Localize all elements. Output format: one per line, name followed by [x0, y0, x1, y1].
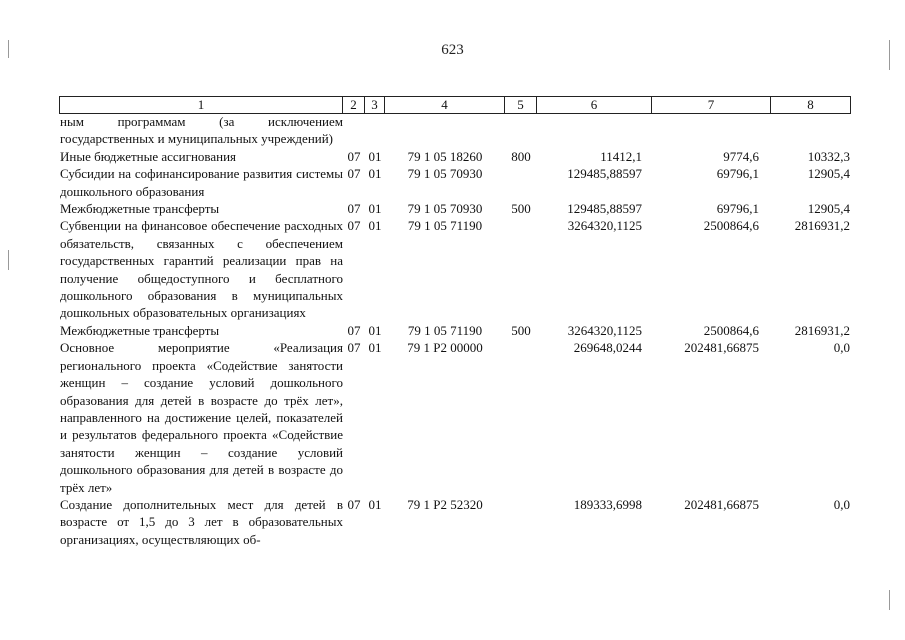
header-col-7: 7 [652, 97, 771, 113]
header-col-3: 3 [365, 97, 385, 113]
row-value-8: 12905,4 [807, 201, 850, 217]
row-target-code: 79 1 05 71190 [407, 322, 483, 338]
row-value-7: 202481,66875 [684, 496, 759, 512]
row-value-6: 129485,88597 [567, 166, 642, 182]
row-subsection: 01 [368, 166, 382, 182]
table-row [60, 496, 850, 548]
row-expense-type: 800 [511, 148, 531, 164]
row-value-6: 3264320,1125 [567, 218, 642, 234]
row-value-7: 2500864,6 [703, 218, 759, 234]
table-row [60, 217, 850, 321]
table-row [60, 200, 850, 217]
row-section: 07 [347, 322, 361, 338]
row-value-6: 11412,1 [600, 148, 642, 164]
row-section: 07 [347, 496, 361, 512]
row-expense-type: 500 [511, 201, 531, 217]
row-value-7: 202481,66875 [684, 340, 759, 356]
row-value-7: 2500864,6 [703, 322, 759, 338]
row-value-7: 69796,1 [716, 201, 759, 217]
row-value-8: 2816931,2 [794, 218, 850, 234]
scan-edge-mark [889, 590, 890, 610]
row-section: 07 [347, 148, 361, 164]
row-name: Субсидии на софинансирование развития системы дошкольного образования [60, 166, 343, 199]
row-target-code: 79 1 05 70930 [407, 201, 483, 217]
row-target-code: 79 1 05 71190 [407, 218, 483, 234]
header-col-8: 8 [807, 97, 814, 112]
row-value-8: 10332,3 [807, 148, 850, 164]
page-number: 623 [441, 42, 464, 58]
header-col-4: 4 [385, 97, 505, 113]
row-section: 07 [347, 201, 361, 217]
scan-edge-mark [8, 40, 9, 58]
header-col-1: 1 [60, 97, 343, 113]
row-name: Иные бюджетные ассигнования [60, 148, 237, 164]
row-target-code: 79 1 P2 00000 [407, 340, 483, 356]
row-value-7: 69796,1 [716, 166, 759, 182]
row-section: 07 [347, 218, 361, 234]
row-value-8: 0,0 [833, 496, 850, 512]
row-name: Межбюджетные трансферты [60, 322, 220, 338]
row-name: ным программам (за исключением государственных и муниципальных учреждений) [60, 114, 343, 147]
row-subsection: 01 [368, 201, 382, 217]
row-name: Основное мероприятие «Реализация регионального проекта «Содействие занятости женщин – создание условий дошкольного образования для детей в возрасте до трёх лет», направленного на достижение целей, показателей и результатов федерального проекта «Содействие занятости женщин – создание условий дошкольного образования для детей в возрасте до трёх лет» [60, 340, 343, 495]
table-row [60, 113, 850, 148]
row-section: 07 [347, 166, 361, 182]
row-target-code: 79 1 05 70930 [407, 166, 483, 182]
row-value-6: 129485,88597 [567, 201, 642, 217]
table-header [59, 96, 851, 114]
row-subsection: 01 [368, 218, 382, 234]
row-value-6: 3264320,1125 [567, 322, 642, 338]
table-row [60, 148, 850, 165]
row-value-8: 12905,4 [807, 166, 850, 182]
header-col-5: 5 [505, 97, 537, 113]
row-subsection: 01 [368, 148, 382, 164]
table-body [60, 113, 850, 548]
table-row [60, 339, 850, 496]
row-value-8: 2816931,2 [794, 322, 850, 338]
row-value-8: 0,0 [833, 340, 850, 356]
row-subsection: 01 [368, 496, 382, 512]
row-subsection: 01 [368, 340, 382, 356]
row-name: Создание дополнительных мест для детей в возрасте от 1,5 до 3 лет в образовательных организациях, осуществляющих об- [60, 496, 343, 547]
row-section: 07 [347, 340, 361, 356]
table-row [60, 165, 850, 200]
row-target-code: 79 1 05 18260 [407, 148, 483, 164]
row-target-code: 79 1 P2 52320 [407, 496, 483, 512]
row-name: Межбюджетные трансферты [60, 201, 220, 217]
table-row [60, 322, 850, 339]
row-value-6: 189333,6998 [573, 496, 642, 512]
scan-edge-mark [8, 250, 9, 270]
row-subsection: 01 [368, 322, 382, 338]
header-col-2: 2 [343, 97, 365, 113]
row-expense-type: 500 [511, 322, 531, 338]
header-col-6: 6 [537, 97, 652, 113]
row-value-6: 269648,0244 [573, 340, 642, 356]
row-name: Субвенции на финансовое обеспечение расходных обязательств, связанных с обеспечением государственных гарантий реализации прав на получение общедоступного и бесплатного дошкольного образования в муниципальных дошкольных образовательных организациях [60, 218, 343, 321]
row-value-7: 9774,6 [723, 148, 759, 164]
scan-edge-mark [889, 40, 890, 70]
